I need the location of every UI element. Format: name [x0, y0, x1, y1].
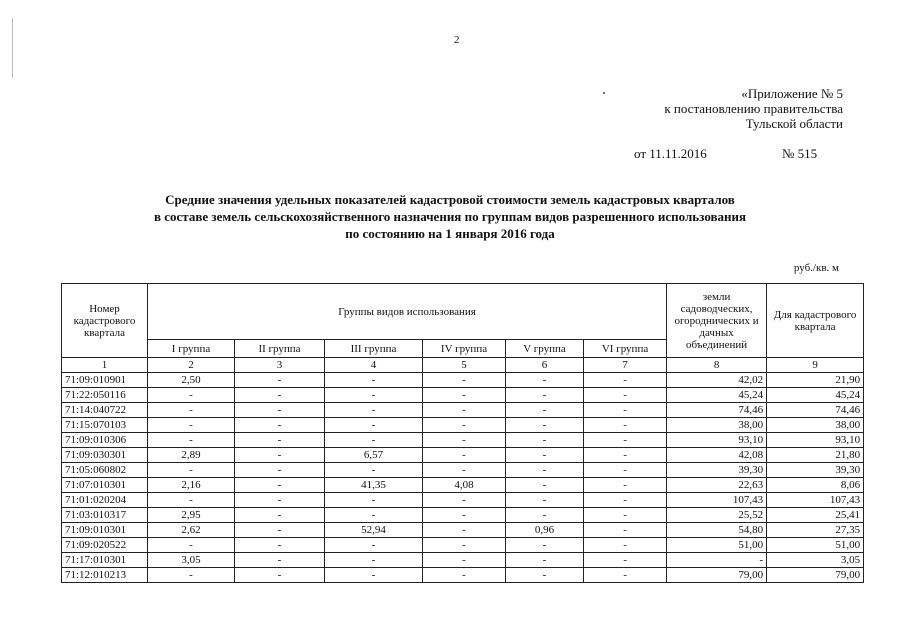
- cell-quarter-number: 71:09:010901: [62, 373, 148, 388]
- table-cell: 3,05: [148, 553, 235, 568]
- header-for-quarter: Для кадастрового квартала: [767, 284, 864, 358]
- table-cell: 38,00: [767, 418, 864, 433]
- header-group-3: III группа: [325, 340, 423, 358]
- table-cell: 45,24: [667, 388, 767, 403]
- table-cell: 2,62: [148, 523, 235, 538]
- table-cell: -: [325, 388, 423, 403]
- table-cell: 107,43: [767, 493, 864, 508]
- table-row: [62, 478, 864, 493]
- table-cell: 42,02: [667, 373, 767, 388]
- table-cell: 39,30: [767, 463, 864, 478]
- table-cell: -: [423, 388, 506, 403]
- table-row: [62, 403, 864, 418]
- table-cell: -: [584, 478, 667, 493]
- column-number-4: 4: [325, 358, 423, 373]
- cell-quarter-number: 71:09:010301: [62, 523, 148, 538]
- table-cell: -: [584, 388, 667, 403]
- table-cell: 52,94: [325, 523, 423, 538]
- table-cell: -: [235, 568, 325, 583]
- table-cell: -: [325, 508, 423, 523]
- table-cell: -: [506, 448, 584, 463]
- header-group-6: VI группа: [584, 340, 667, 358]
- table-cell: -: [423, 508, 506, 523]
- table-row: [62, 388, 864, 403]
- table-cell: -: [235, 523, 325, 538]
- table-cell: 51,00: [767, 538, 864, 553]
- table-cell: 27,35: [767, 523, 864, 538]
- table-cell: 22,63: [667, 478, 767, 493]
- table-cell: -: [148, 403, 235, 418]
- column-number-6: 6: [506, 358, 584, 373]
- column-number-9: 9: [767, 358, 864, 373]
- table-cell: -: [584, 568, 667, 583]
- table-cell: 3,05: [767, 553, 864, 568]
- table-cell: -: [584, 523, 667, 538]
- table-cell: 8,06: [767, 478, 864, 493]
- title-line-2: в составе земель сельскохозяйственного назначения по группам видов разрешенного использования: [153, 209, 747, 224]
- table-cell: 4,08: [423, 478, 506, 493]
- column-number-7: 7: [584, 358, 667, 373]
- appendix-line-2: к постановлению правительства: [664, 101, 843, 116]
- table-cell: 2,50: [148, 373, 235, 388]
- table-cell: -: [506, 418, 584, 433]
- table-cell: -: [506, 373, 584, 388]
- table-cell: 93,10: [767, 433, 864, 448]
- table-cell: 21,80: [767, 448, 864, 463]
- table-cell: 74,46: [667, 403, 767, 418]
- header-group-5: V группа: [506, 340, 584, 358]
- table-cell: -: [235, 553, 325, 568]
- appendix-line-1: «Приложение № 5: [741, 86, 843, 101]
- header-group-2: II группа: [235, 340, 325, 358]
- scan-edge-line: [12, 18, 13, 78]
- table-cell: 107,43: [667, 493, 767, 508]
- table-row: [62, 568, 864, 583]
- cell-quarter-number: 71:07:010301: [62, 478, 148, 493]
- table-cell: -: [325, 418, 423, 433]
- table-cell: 74,46: [767, 403, 864, 418]
- cell-quarter-number: 71:03:010317: [62, 508, 148, 523]
- table-cell: -: [235, 403, 325, 418]
- table-cell: -: [506, 553, 584, 568]
- table-cell: -: [325, 568, 423, 583]
- decree-number: № 515: [782, 146, 818, 161]
- table-cell: -: [584, 508, 667, 523]
- table-cell: -: [506, 508, 584, 523]
- table-row: [62, 433, 864, 448]
- table-cell: -: [235, 418, 325, 433]
- column-number-5: 5: [423, 358, 506, 373]
- table-row: [62, 493, 864, 508]
- units-label: руб./кв. м: [793, 262, 839, 274]
- table-cell: -: [667, 553, 767, 568]
- table-cell: -: [235, 538, 325, 553]
- table-cell: -: [423, 523, 506, 538]
- table-cell: 0,96: [506, 523, 584, 538]
- cadastral-values-table: [61, 283, 864, 583]
- table-cell: -: [235, 493, 325, 508]
- table-cell: 45,24: [767, 388, 864, 403]
- table-cell: -: [325, 553, 423, 568]
- table-cell: -: [325, 463, 423, 478]
- table-cell: -: [148, 538, 235, 553]
- table-cell: -: [506, 403, 584, 418]
- table-row: [62, 463, 864, 478]
- table-cell: -: [325, 403, 423, 418]
- document-title: [60, 191, 840, 242]
- header-quarter-number: Номер кадастрового квартала: [62, 284, 148, 358]
- table-cell: -: [423, 493, 506, 508]
- table-cell: 38,00: [667, 418, 767, 433]
- title-line-1: Средние значения удельных показателей кадастровой стоимости земель кадастровых кварталов: [165, 192, 735, 207]
- decree-date: от 11.11.2016: [634, 146, 707, 161]
- table-cell: -: [235, 373, 325, 388]
- table-cell: 39,30: [667, 463, 767, 478]
- table-cell: -: [148, 433, 235, 448]
- table-cell: -: [584, 373, 667, 388]
- table-cell: -: [235, 433, 325, 448]
- appendix-line-3: Тульской области: [745, 116, 843, 131]
- table-cell: -: [506, 538, 584, 553]
- table-cell: -: [506, 433, 584, 448]
- table-cell: 2,95: [148, 508, 235, 523]
- table-cell: -: [423, 448, 506, 463]
- table-cell: 25,41: [767, 508, 864, 523]
- table-cell: -: [584, 493, 667, 508]
- table-row: [62, 448, 864, 463]
- table-cell: -: [423, 418, 506, 433]
- table-cell: -: [325, 373, 423, 388]
- title-line-3: по состоянию на 1 января 2016 года: [345, 226, 555, 241]
- table-cell: -: [584, 403, 667, 418]
- table-cell: -: [506, 388, 584, 403]
- cell-quarter-number: 71:17:010301: [62, 553, 148, 568]
- cell-quarter-number: 71:14:040722: [62, 403, 148, 418]
- table-cell: -: [148, 568, 235, 583]
- table-cell: -: [584, 433, 667, 448]
- column-number-3: 3: [235, 358, 325, 373]
- table-cell: -: [325, 433, 423, 448]
- table-cell: -: [148, 388, 235, 403]
- table-cell: -: [584, 463, 667, 478]
- table-cell: 21,90: [767, 373, 864, 388]
- column-number-1: 1: [62, 358, 148, 373]
- cell-quarter-number: 71:05:060802: [62, 463, 148, 478]
- table-cell: -: [235, 508, 325, 523]
- table-cell: 51,00: [667, 538, 767, 553]
- table-row: [62, 418, 864, 433]
- cell-quarter-number: 71:15:070103: [62, 418, 148, 433]
- appendix-header: [664, 86, 843, 131]
- table-cell: -: [506, 478, 584, 493]
- cell-quarter-number: 71:09:010306: [62, 433, 148, 448]
- table-cell: -: [423, 538, 506, 553]
- table-cell: 79,00: [667, 568, 767, 583]
- table-body: [62, 373, 864, 583]
- table-cell: -: [506, 568, 584, 583]
- table-cell: -: [584, 418, 667, 433]
- table-cell: -: [148, 493, 235, 508]
- cell-quarter-number: 71:22:050116: [62, 388, 148, 403]
- table-cell: -: [325, 493, 423, 508]
- table-cell: 2,89: [148, 448, 235, 463]
- column-number-2: 2: [148, 358, 235, 373]
- table-row: [62, 508, 864, 523]
- table-cell: -: [423, 373, 506, 388]
- table-cell: 6,57: [325, 448, 423, 463]
- header-group-4: IV группа: [423, 340, 506, 358]
- table-cell: -: [423, 433, 506, 448]
- scan-speck: [603, 92, 605, 94]
- table-cell: -: [584, 448, 667, 463]
- cell-quarter-number: 71:09:030301: [62, 448, 148, 463]
- table-cell: -: [423, 463, 506, 478]
- table-cell: 25,52: [667, 508, 767, 523]
- cell-quarter-number: 71:01:020204: [62, 493, 148, 508]
- header-group-1: I группа: [148, 340, 235, 358]
- table-cell: -: [235, 478, 325, 493]
- table-cell: -: [506, 493, 584, 508]
- column-number-row: [62, 358, 864, 373]
- table-cell: 2,16: [148, 478, 235, 493]
- table-cell: -: [235, 448, 325, 463]
- table-row: [62, 523, 864, 538]
- cell-quarter-number: 71:09:020522: [62, 538, 148, 553]
- header-gardens: земли садоводческих, огороднических и дачных объединений: [667, 284, 767, 358]
- table-cell: -: [235, 463, 325, 478]
- table-cell: -: [325, 538, 423, 553]
- table-cell: 54,80: [667, 523, 767, 538]
- table-row: [62, 553, 864, 568]
- table-cell: 79,00: [767, 568, 864, 583]
- table-row: [62, 538, 864, 553]
- header-groups: Группы видов использования: [148, 284, 667, 340]
- table-cell: 41,35: [325, 478, 423, 493]
- table-cell: -: [423, 553, 506, 568]
- column-number-8: 8: [667, 358, 767, 373]
- cell-quarter-number: 71:12:010213: [62, 568, 148, 583]
- table-cell: -: [235, 388, 325, 403]
- table-cell: -: [148, 463, 235, 478]
- table-row: [62, 373, 864, 388]
- table-cell: -: [423, 568, 506, 583]
- table-cell: -: [423, 403, 506, 418]
- table-cell: 42,08: [667, 448, 767, 463]
- table-cell: -: [584, 553, 667, 568]
- table-cell: 93,10: [667, 433, 767, 448]
- page-number: 2: [454, 34, 460, 46]
- table-cell: -: [506, 463, 584, 478]
- table-cell: -: [584, 538, 667, 553]
- table-cell: -: [148, 418, 235, 433]
